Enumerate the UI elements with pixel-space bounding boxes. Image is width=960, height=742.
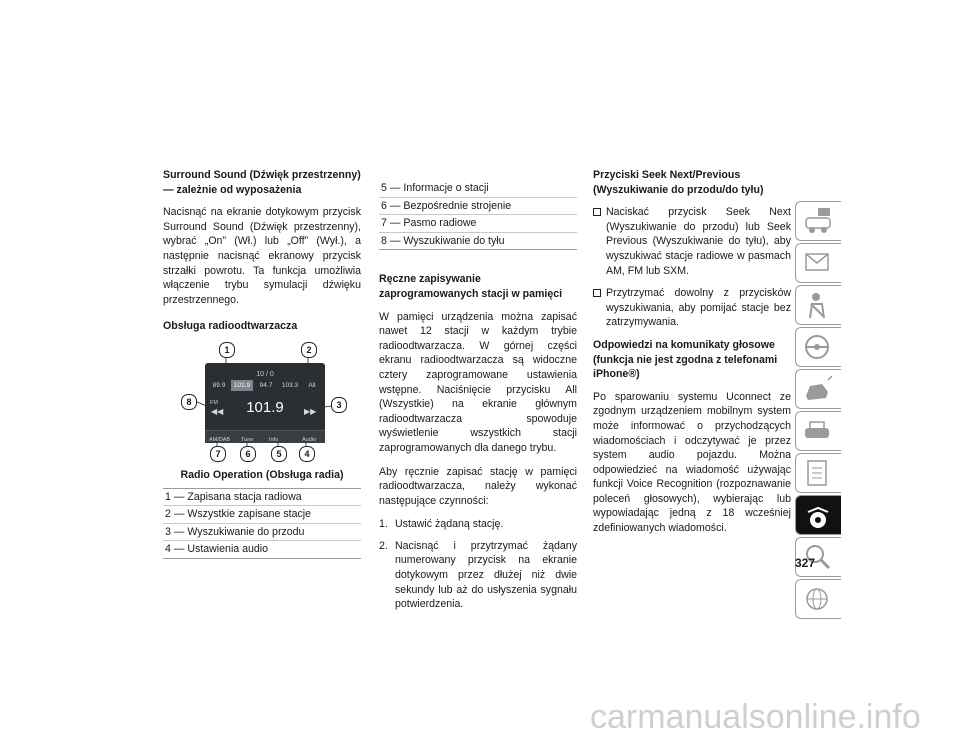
legend-item: 8 — Wyszukiwanie do tyłu <box>379 232 577 250</box>
figure-caption: Radio Operation (Obsługa radia) <box>180 468 344 481</box>
legend-item: 7 — Pasmo radiowe <box>379 214 577 232</box>
callout-1: 1 <box>219 342 235 358</box>
step-number: 2. <box>379 539 388 552</box>
tab-chapter-6[interactable] <box>795 411 841 451</box>
paragraph-presets: W pamięci urządzenia można zapisać nawet 12 stacji w każdym trybie radioodtwarzacza. W górnej części ekranu radioodtwarzacza są widoczne cztery zaprogramowane ustawienia wstępne. Naciśnięcie przycisku All (Wszystkie) na ekranie głównym radioodtwarzacza spowoduje wyświetlenie wszystkich stacji zaprogramowanych dla danego trybu. <box>379 310 577 454</box>
car-dashboard-icon <box>802 206 834 236</box>
legend-item: 1 — Zapisana stacja radiowa <box>165 490 302 503</box>
list-item <box>379 517 577 532</box>
callout-3: 3 <box>331 397 347 413</box>
column-left <box>163 168 361 559</box>
bullet-text: Naciskać przycisk Seek Next (Wyszukiwanie do przodu) lub Seek Previous (Wyszukiwanie do tyłu), aby wyszukiwać stacje radiowe w pasmach AM, FM lub SXM. <box>606 206 791 277</box>
preset-2[interactable]: 101.9 <box>231 380 253 391</box>
seek-forward-icon[interactable]: ▶▶ <box>304 406 317 416</box>
checklist-icon <box>802 458 834 488</box>
list-item <box>379 539 577 612</box>
bullet-text: Przytrzymać dowolny z przycisków wyszukiwania, aby pomijać stacje bez zatrzymywania. <box>606 287 791 329</box>
screen-top-info: 10 / 0 <box>256 370 274 378</box>
multimedia-icon <box>802 500 834 530</box>
tab-chapter-2[interactable] <box>795 243 841 283</box>
column-middle <box>379 176 577 619</box>
column-right <box>593 168 791 545</box>
step-text: Ustawić żądaną stację. <box>395 518 504 531</box>
callout-4: 4 <box>299 446 315 462</box>
paragraph-surround-sound: Nacisnąć na ekranie dotykowym przycisk Surround Sound (Dźwięk przestrzenny), wybrać „On” (Wł.) lub „Off” (Wył.), a następnie nacisnąć ekranowy przycisk strzałki powrotu. Ta funkcja umożliwia włączenie trybu symulacji dźwięku przestrzennego. <box>163 206 361 306</box>
tab-chapter-4[interactable] <box>795 327 841 367</box>
watermark: carmanualsonline.info <box>590 698 921 736</box>
tab-chapter-7[interactable] <box>795 453 841 493</box>
paragraph-manual-save: Aby ręcznie zapisać stację w pamięci radioodtwarzacza, należy wykonać następujące czynności: <box>379 465 577 507</box>
step-number: 1. <box>379 518 388 531</box>
callout-2: 2 <box>301 342 317 358</box>
heading-seek-buttons: Przyciski Seek Next/Previous (Wyszukiwanie do przodu/do tyłu) <box>593 169 764 196</box>
steps-list <box>379 517 577 612</box>
preset-row <box>209 380 321 391</box>
legend-item: 2 — Wszystkie zapisane stacje <box>163 505 361 523</box>
preset-3[interactable]: 94.7 <box>259 381 273 389</box>
tab-chapter-3[interactable] <box>795 285 841 325</box>
legend-item: 5 — Informacje o stacji <box>381 182 489 194</box>
tab-chapter-8-multimedia[interactable] <box>795 495 841 535</box>
legend-5-8 <box>379 180 577 250</box>
bottom-bar <box>205 430 325 443</box>
frequency-display: 101.9 <box>246 398 284 416</box>
checkbox-bullet-icon <box>593 208 601 216</box>
list-item <box>593 286 791 330</box>
paragraph-voice-replies: Po sparowaniu systemu Uconnect ze zgodnym urządzeniem mobilnym system może informować o przychodzących wiadomościach i odczytywać je przez system audio pojazdu. Można odpowiedzieć na wiadomość używając funkcji Voice Recognition (rozpoznawanie poleceń głosowych), wybierając lub wypowiadając jedną z 18 wcześniej zdefiniowanych wiadomości. <box>593 390 791 535</box>
preset-1[interactable]: 89.9 <box>212 381 226 389</box>
tab-chapter-10[interactable] <box>795 579 841 619</box>
seek-back-icon[interactable]: ◀◀ <box>211 406 224 416</box>
car-crash-icon <box>802 374 834 404</box>
preset-4[interactable]: 103.3 <box>281 381 299 389</box>
list-item <box>593 205 791 278</box>
callout-5: 5 <box>271 446 287 462</box>
checkbox-bullet-icon <box>593 289 601 297</box>
legend-item: 4 — Ustawienia audio <box>163 540 361 558</box>
audio-button[interactable]: Audio <box>302 436 317 443</box>
callout-6: 6 <box>240 446 256 462</box>
tab-chapter-1[interactable] <box>795 201 841 241</box>
legend-1-4 <box>163 488 361 559</box>
heading-voice-replies: Odpowiedzi na komunikaty głosowe (funkcja nie jest zgodna z telefonami iPhone®) <box>593 338 778 381</box>
step-text: Nacisnąć i przytrzymać żądany numerowany przycisk na ekranie dotykowym przez dłużej niż dwie sekundy lub aż do usłyszenia sygnału potwierdzenia. <box>395 539 577 611</box>
tune-button[interactable]: Tune <box>241 436 254 443</box>
band-label: FM <box>210 399 218 406</box>
car-service-icon <box>802 416 834 446</box>
heading-radio-operation: Obsługa radioodtwarzacza <box>163 320 298 333</box>
heading-manual-presets: Ręczne zapisywanie zaprogramowanych stacji w pamięci <box>379 273 563 300</box>
am-dab-button[interactable]: AM/DAB <box>209 436 231 443</box>
seatbelt-icon <box>802 290 834 320</box>
globe-language-icon <box>802 584 834 614</box>
radio-figure <box>163 342 361 462</box>
steering-wheel-icon <box>802 332 834 362</box>
heading-surround-sound: Surround Sound (Dźwięk przestrzenny) — zależnie od wyposażenia <box>163 169 361 196</box>
callout-7: 7 <box>210 446 226 462</box>
all-presets-button[interactable]: All <box>308 381 316 389</box>
legend-item: 3 — Wyszukiwanie do przodu <box>163 523 361 541</box>
envelope-icon <box>802 248 834 278</box>
legend-item: 6 — Bezpośrednie strojenie <box>379 197 577 215</box>
tab-chapter-5[interactable] <box>795 369 841 409</box>
info-button[interactable]: Info <box>269 436 279 443</box>
callout-8: 8 <box>181 394 197 410</box>
radio-screen <box>205 363 325 443</box>
page-number: 327 <box>795 556 816 570</box>
